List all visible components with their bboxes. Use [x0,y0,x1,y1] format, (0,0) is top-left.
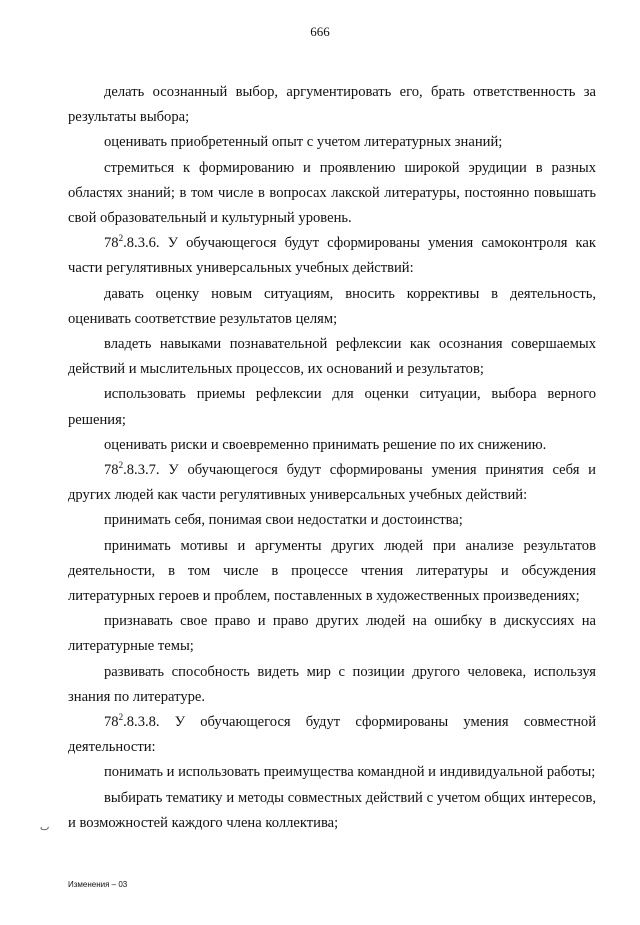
footer-note: Изменения – 03 [68,880,128,889]
margin-mark: ٮ [40,822,50,833]
paragraph: выбирать тематику и методы совместных действий с учетом общих интересов, и возможностей каждого члена коллектива; [68,789,596,831]
section-heading-paragraph: $78^2.8.3.7$. У обучающегося будут сформированы умения принятия себя и других людей как части регулятивных универсальных учебных действий: [68,460,596,504]
paragraph: принимать мотивы и аргументы других людей при анализе результатов деятельности, в том числе в процессе чтения литературы и обсуждения литературных героев и проблем, поставленных в художественных произведениях; [68,537,596,605]
paragraph: признавать свое право и право других людей на ошибку в дискуссиях на литературные темы; [68,613,596,655]
paragraph: понимать и использовать преимущества командной и индивидуальной работы; [104,764,596,781]
paragraph: оценивать риски и своевременно принимать решение по их снижению. [104,436,547,453]
paragraph: использовать приемы рефлексии для оценки ситуации, выбора верного решения; [68,386,596,428]
paragraph: развивать способность видеть мир с позиции другого человека, используя знания по литературе. [68,663,596,705]
paragraph: владеть навыками познавательной рефлексии как осознания совершаемых действий и мыслительных процессов, их оснований и результатов; [68,336,596,378]
section-heading-paragraph: $78^2.8.3.8$. У обучающегося будут сформированы умения совместной деятельности: [68,712,596,756]
paragraph: давать оценку новым ситуациям, вносить коррективы в деятельность, оценивать соответствие результатов целям; [68,285,596,327]
body-text [68,80,596,836]
paragraph: оценивать приобретенный опыт с учетом литературных знаний; [104,134,503,151]
paragraph: принимать себя, понимая свои недостатки и достоинства; [104,512,463,529]
page-number: 666 [310,24,330,39]
section-heading-paragraph: $78^2.8.3.6$. У обучающегося будут сформированы умения самоконтроля как части регулятивных универсальных учебных действий: [68,233,596,277]
paragraph: стремиться к формированию и проявлению широкой эрудиции в разных областях знаний; в том числе в вопросах лакской литературы, постоянно повышать свой образовательный и культурный уровень. [68,159,596,227]
paragraph: делать осознанный выбор, аргументировать его, брать ответственность за результаты выбора; [68,84,596,126]
